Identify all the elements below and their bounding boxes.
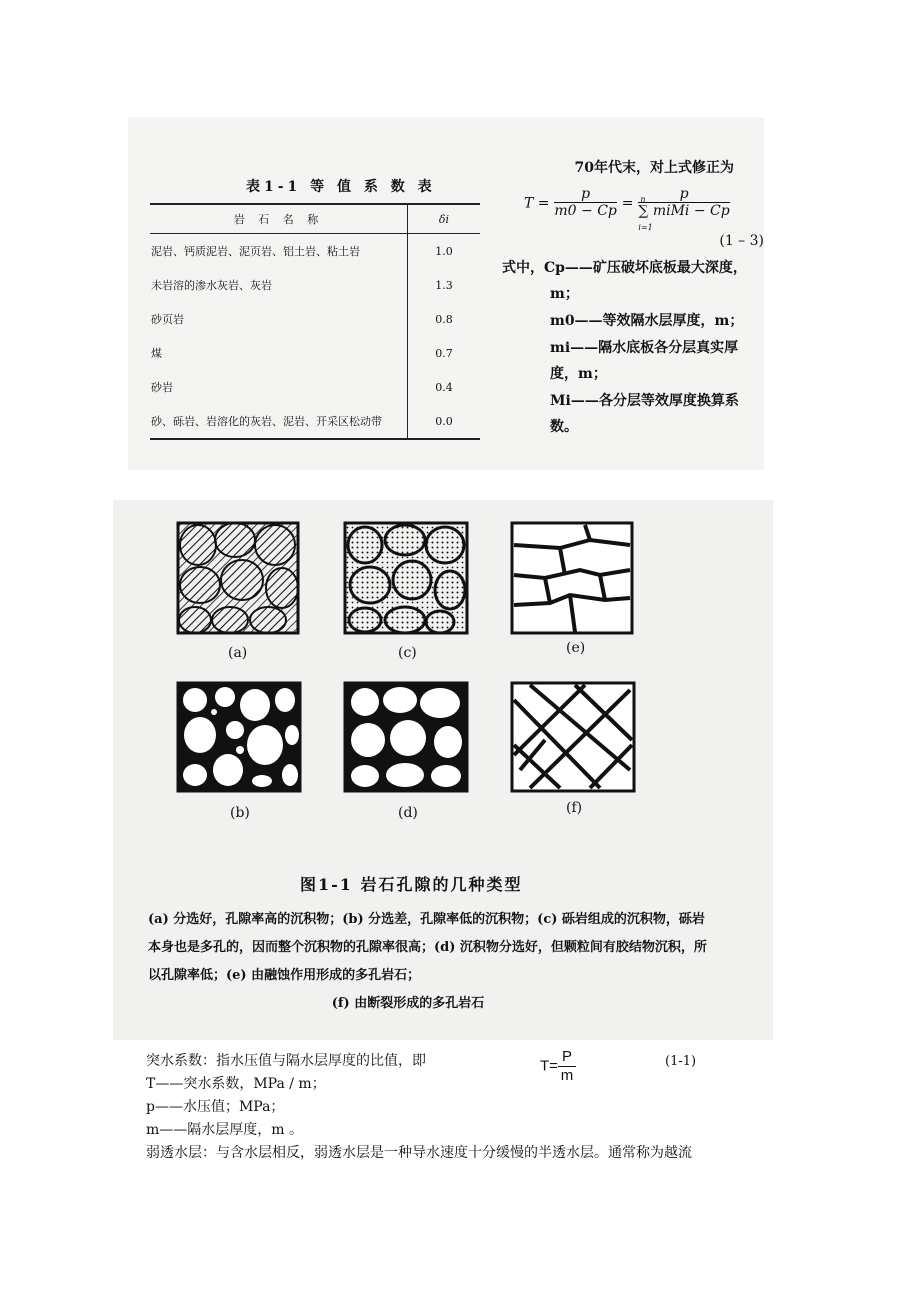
- panel-d-cemented: [345, 683, 467, 791]
- definition-T: T——突水系数，MPa / m；: [146, 1076, 326, 1092]
- equation-number: (1 – 3): [719, 233, 764, 250]
- formula-lhs: T=: [540, 1057, 558, 1075]
- rock-name-cell: 砂、砾岩、岩溶化的灰岩、泥岩、开采区松动带: [150, 404, 408, 439]
- fraction-numerator: P: [558, 1048, 576, 1067]
- definition-item: m0——等效隔水层厚度，m；: [550, 312, 744, 329]
- definition-m: m——隔水层厚度，m 。: [146, 1122, 304, 1138]
- fraction-numerator: p: [638, 186, 729, 204]
- definition-item: mi——隔水底板各分层真实厚度，m；: [550, 339, 739, 383]
- fraction-denominator: m: [560, 1067, 574, 1084]
- panel-c-conglomerate: [345, 523, 467, 633]
- inrush-formula: [540, 1048, 576, 1085]
- panel-label-c: (c): [398, 645, 417, 661]
- panel-f-fractured: [512, 683, 634, 791]
- equation-number: (1-1): [665, 1054, 697, 1069]
- figure-title: 图1-1 岩石孔隙的几种类型: [300, 875, 523, 894]
- panel-label-a: (a): [228, 645, 248, 661]
- figure-caption-last: (f) 由断裂形成的多孔岩石: [331, 995, 485, 1011]
- rock-name-cell: 砂岩: [151, 381, 173, 394]
- paragraph-aquitard: 弱透水层：与含水层相反，弱透水层是一种导水速度十分缓慢的半透水层。通常称为越流: [146, 1145, 692, 1161]
- definition-p: p——水压值；MPa；: [146, 1099, 285, 1115]
- fraction-denominator: m0 − Cp: [554, 203, 617, 220]
- figure-caption: [148, 906, 708, 1018]
- figure-caption-text: (a) 分选好，孔隙率高的沉积物；(b) 分选差，孔隙率低的沉积物；(c) 砾岩组成的沉积物，砾岩本身也是多孔的，因而整个沉积物的孔隙率很高；(d) 沉积物分选好，但颗粒间有胶结物沉积，所以孔隙率低；(e) 由融蚀作用形成的多孔岩石；: [148, 912, 707, 983]
- rock-name-cell: 煤: [151, 347, 162, 360]
- formula-fraction: [558, 1048, 576, 1085]
- rock-name-cell: 砂页岩: [151, 313, 184, 326]
- col-header-delta: δi: [408, 204, 481, 234]
- fraction-numerator: p: [554, 186, 617, 204]
- fraction-denominator: ∑ miMi − Cp: [638, 203, 730, 220]
- panel-label-d: (d): [398, 805, 418, 821]
- value-cell: 0.4: [408, 370, 481, 404]
- rock-name-cell: 泥岩、钙质泥岩、泥页岩、铝土岩、粘土岩: [151, 245, 360, 258]
- definition-item: 式中，Cp——矿压破坏底板最大深度，m；: [502, 259, 747, 303]
- col-header-rock-name: 岩 石 名 称: [150, 204, 408, 234]
- sum-upper-limit: n: [640, 195, 646, 205]
- panel-a-well-sorted: [178, 523, 298, 633]
- table-title: 表1-1 等 值 系 数 表: [246, 179, 436, 195]
- value-cell: 0.7: [408, 336, 481, 370]
- value-cell: 1.0: [408, 234, 481, 269]
- value-cell: 1.3: [408, 268, 481, 302]
- panel-e-dissolution: [512, 523, 632, 633]
- panel-label-b: (b): [230, 805, 250, 821]
- rock-name-cell: 未岩溶的渗水灰岩、灰岩: [151, 279, 272, 292]
- panel-b-poorly-sorted: [178, 683, 300, 791]
- value-cell: 0.0: [408, 404, 481, 439]
- sum-lower-limit: i=1: [638, 223, 653, 233]
- paragraph-inrush-coefficient: 突水系数：指水压值与隔水层厚度的比值，即: [146, 1053, 426, 1069]
- formula-intro: 70年代末，对上式修正为: [574, 160, 734, 176]
- definition-item: Mi——各分层等效厚度换算系数。: [550, 392, 739, 436]
- value-cell: 0.8: [408, 302, 481, 336]
- panel-label-f: (f): [566, 800, 583, 816]
- panel-label-e: (e): [566, 640, 586, 656]
- formula-lhs: T =: [524, 194, 550, 211]
- formula-equals: =: [621, 194, 634, 211]
